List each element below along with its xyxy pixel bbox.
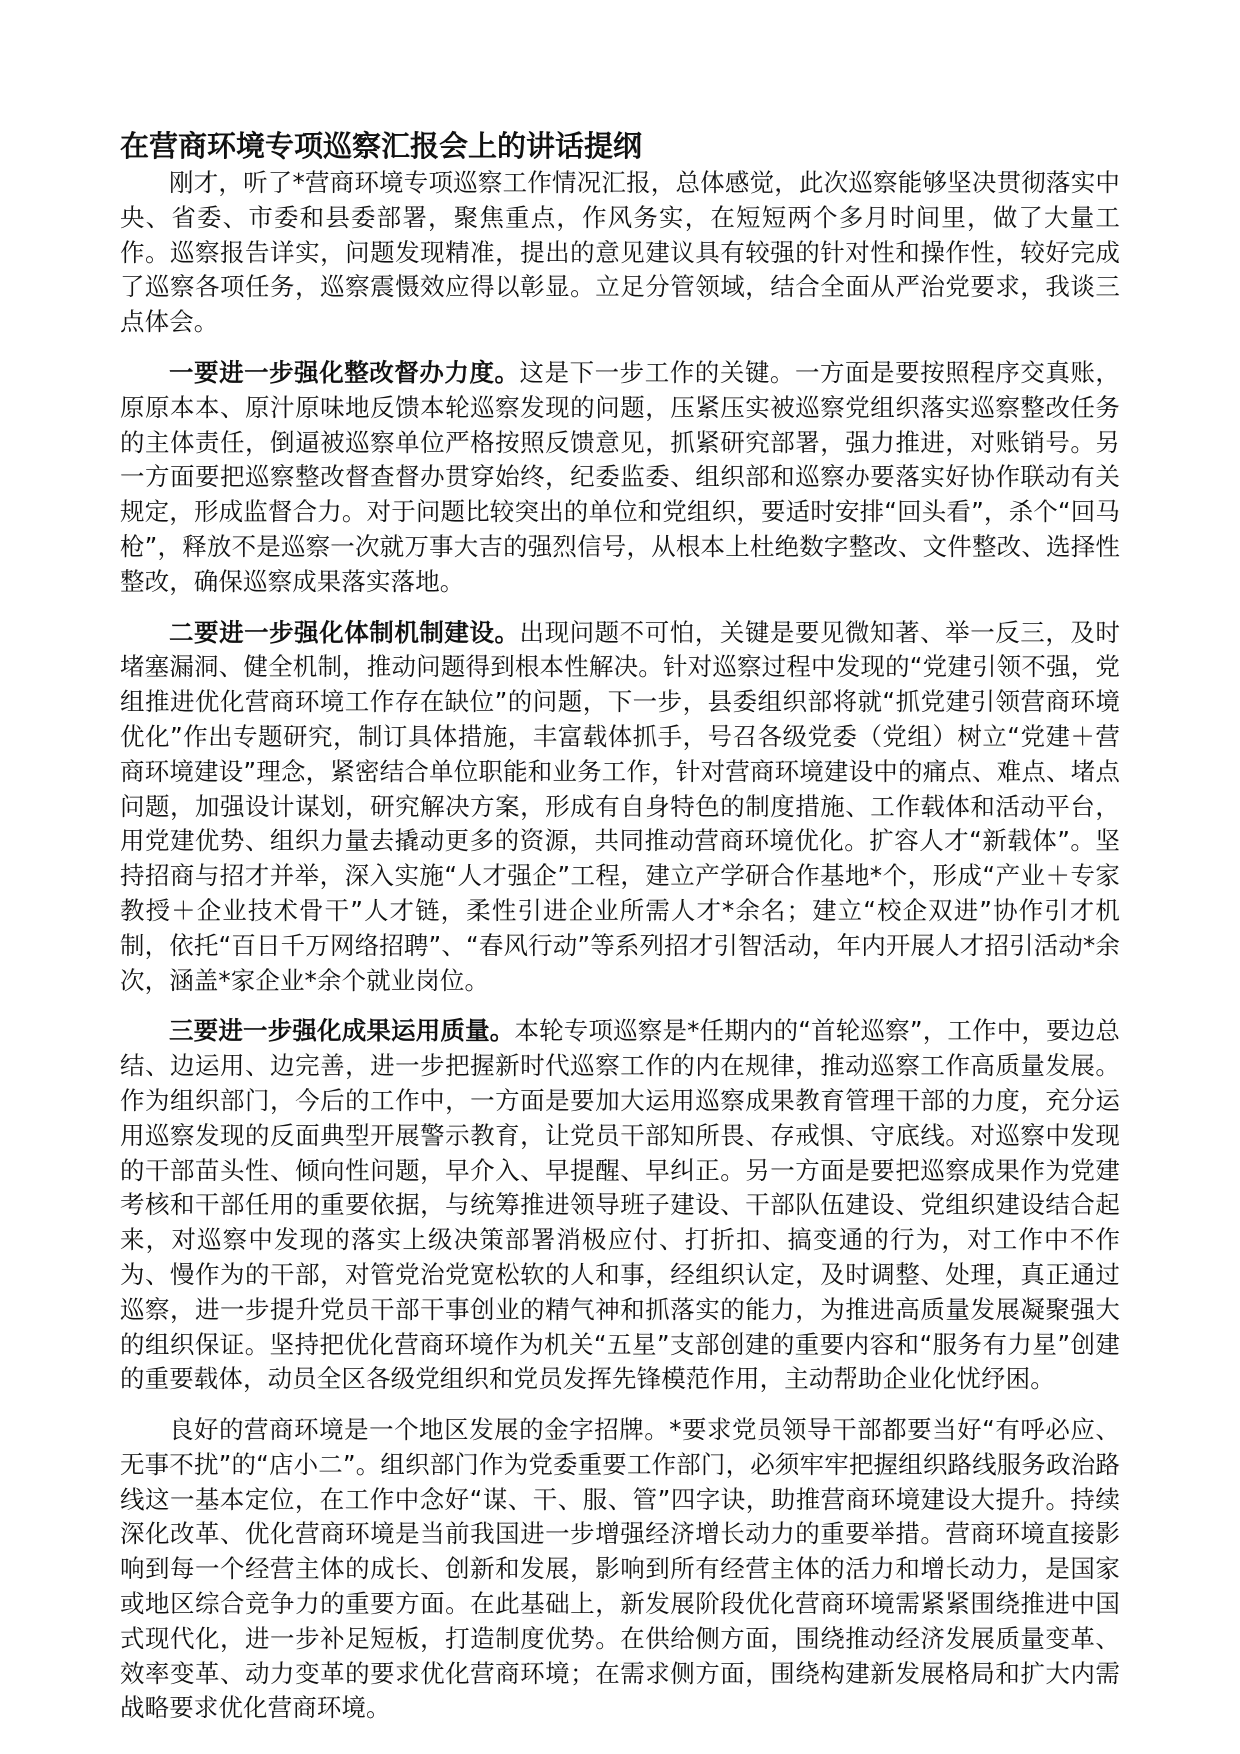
paragraph-body: 本轮专项巡察是*任期内的“首轮巡察”，工作中，要边总结、边运用、边完善，进一步把握新时代巡察工作的内在规律，推动巡察工作高质量发展。作为组织部门，今后的工作中，一方面是要加大运用巡察成果教育管理干部的力度，充分运用巡察发现的反面典型开展警示教育，让党员干部知所畏、存戒惧、守底线。对巡察中发现的干部苗头性、倾向性问题，早介入、早提醒、早纠正。另一方面是要把巡察成果作为党建考核和干部任用的重要依据，与统筹推进领导班子建设、干部队伍建设、党组织建设结合起来，对巡察中发现的落实上级决策部署消极应付、打折扣、搞变通的行为，对工作中不作为、慢作为的干部，对管党治党宽松软的人和事，经组织认定，及时调整、处理，真正通过巡察，进一步提升党员干部干事创业的精气神和抓落实的能力，为推进高质量发展凝聚强大的组织保证。坚持把优化营商环境作为机关“五星”支部创建的重要内容和“服务有力星”创建的重要载体，动员全区各级党组织和党员发挥先锋模范作用，主动帮助企业化忧纾困。 (120, 1016, 1121, 1394)
section-heading-one: 一要进一步强化整改督办力度。 (169, 357, 520, 387)
paragraph-body: 良好的营商环境是一个地区发展的金字招牌。*要求党员领导干部都要当好“有呼必应、无事不扰”的“店小二”。组织部门作为党委重要工作部门，必须牢牢把握组织路线服务政治路线这一基本定位，在工作中念好“谋、干、服、管”四字诀，助推营商环境建设大提升。持续深化改革、优化营商环境是当前我国进一步增强经济增长动力的重要举措。营商环境直接影响到每一个经营主体的成长、创新和发展，影响到所有经营主体的活力和增长动力，是国家或地区综合竞争力的重要方面。在此基础上，新发展阶段优化营商环境需紧紧围绕推进中国式现代化，进一步补足短板，打造制度优势。在供给侧方面，围绕推动经济发展质量变革、效率变革、动力变革的要求优化营商环境；在需求侧方面，围绕构建新发展格局和扩大内需战略要求优化营商环境。 (120, 1415, 1120, 1723)
paragraph-intro (120, 166, 1120, 340)
paragraph-point-one (120, 356, 1120, 600)
paragraph-body: 刚才，听了*营商环境专项巡察工作情况汇报，总体感觉，此次巡察能够坚决贯彻落实中央、省委、市委和县委部署，聚焦重点，作风务实，在短短两个多月时间里，做了大量工作。巡察报告详实，问题发现精准，提出的意见建议具有较强的针对性和操作性，较好完成了巡察各项任务，巡察震慑效应得以彰显。立足分管领域，结合全面从严治党要求，我谈三点体会。 (120, 168, 1120, 337)
section-heading-two: 二要进一步强化体制机制建设。 (169, 617, 520, 647)
paragraph-body: 这是下一步工作的关键。一方面是要按照程序交真账，原原本本、原汁原味地反馈本轮巡察发现的问题，压紧压实被巡察党组织落实巡察整改任务的主体责任，倒逼被巡察单位严格按照反馈意见，抓紧研究部署，强力推进，对账销号。另一方面要把巡察整改督查督办贯穿始终，纪委监委、组织部和巡察办要落实好协作联动有关规定，形成监督合力。对于问题比较突出的单位和党组织，要适时安排“回头看”，杀个“回马枪”，释放不是巡察一次就万事大吉的强烈信号，从根本上杜绝数字整改、文件整改、选择性整改，确保巡察成果落实落地。 (120, 357, 1120, 596)
paragraph-point-two (120, 616, 1120, 999)
paragraph-point-three (120, 1014, 1120, 1397)
section-heading-three: 三要进一步强化成果运用质量。 (169, 1016, 515, 1046)
document-page (120, 128, 1120, 1726)
paragraph-body: 出现问题不可怕，关键是要见微知著、举一反三，及时堵塞漏洞、健全机制，推动问题得到根本性解决。针对巡察过程中发现的“党建引领不强，党组推进优化营商环境工作存在缺位”的问题，下一步，县委组织部将就“抓党建引领营商环境优化”作出专题研究，制订具体措施，丰富载体抓手，号召各级党委（党组）树立“党建＋营商环境建设”理念，紧密结合单位职能和业务工作，针对营商环境建设中的痛点、难点、堵点问题，加强设计谋划，研究解决方案，形成有自身特色的制度措施、工作载体和活动平台，用党建优势、组织力量去撬动更多的资源，共同推动营商环境优化。扩容人才“新载体”。坚持招商与招才并举，深入实施“人才强企”工程，建立产学研合作基地*个，形成“产业＋专家教授＋企业技术骨干”人才链，柔性引进企业所需人才*余名；建立“校企双进”协作引才机制，依托“百日千万网络招聘”、“春风行动”等系列招才引智活动，年内开展人才招引活动*余次，涵盖*家企业*余个就业岗位。 (120, 617, 1120, 995)
paragraph-conclusion (120, 1413, 1120, 1726)
document-title: 在营商环境专项巡察汇报会上的讲话提纲 (120, 129, 643, 163)
